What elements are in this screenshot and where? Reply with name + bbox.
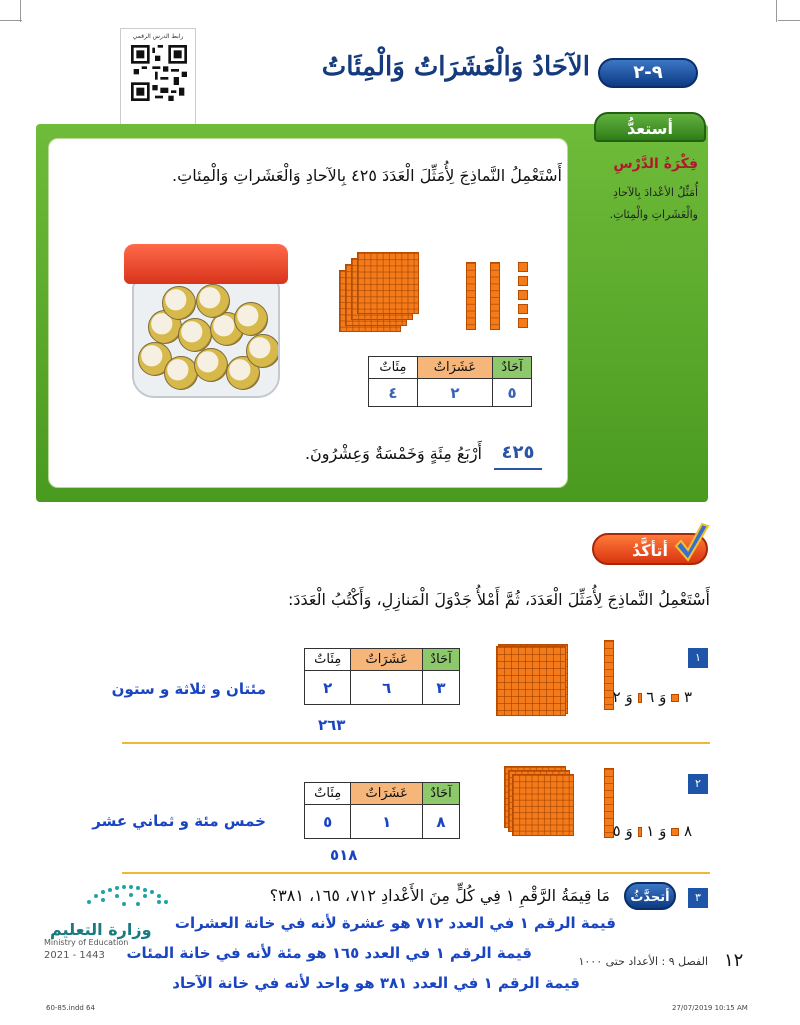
cell-tens[interactable]: ١	[351, 805, 423, 839]
page-number: ١٢	[724, 950, 744, 971]
talk-answer[interactable]: قيمة الرقم ١ في العدد ٧١٢ هو عشرة لأنه في خانة العشرات	[174, 914, 616, 932]
unit-square-icon	[671, 694, 679, 702]
jar-body	[132, 280, 280, 398]
expr-ones: ٣	[683, 688, 692, 706]
place-value-table	[368, 356, 532, 407]
crop-mark	[0, 20, 22, 21]
answer-number[interactable]: ٢٦٣	[318, 716, 346, 734]
ministry-name-ar: وزارة التعليم	[50, 920, 152, 939]
header-hundreds: مِئَاتٌ	[369, 357, 418, 379]
lesson-idea-title: فِكْرَةُ الدَّرْسِ	[613, 156, 698, 172]
talk-question: مَا قِيمَةُ الرَّقْمِ ١ فِي كُلٍّ مِنَ الأَعْدادِ ٧١٢، ١٦٥، ٣٨١؟	[269, 886, 610, 905]
cell-tens[interactable]: ٦	[351, 671, 423, 705]
answer-words[interactable]: مئتان و ثلاثة و ستون	[111, 680, 266, 698]
cell-ones: ٥	[493, 379, 532, 407]
header-ones: آحَادٌ	[423, 649, 460, 671]
answer-words[interactable]: خمس مئة و ثماني عشر	[92, 812, 266, 830]
explore-tab: أستعدُّ	[594, 112, 706, 142]
ministry-emblem-icon	[84, 882, 174, 912]
expr-tens: وَ ١	[646, 822, 667, 840]
expr-hundreds: وَ ٥	[612, 822, 633, 840]
crop-mark	[20, 0, 21, 22]
expr-hundreds: وَ ٢	[612, 688, 633, 706]
unit-square-icon	[671, 828, 679, 836]
expression	[572, 822, 692, 840]
print-slug-right: 27/07/2019 10:15 AM	[672, 1004, 748, 1012]
exercise-number: ٢	[688, 774, 708, 794]
number-words: أَرْبَعُ مِئَةٍ وَخَمْسَةٌ وَعِشْرُونَ.	[304, 444, 482, 463]
exercise-number: ٣	[688, 888, 708, 908]
header-ones: آحَادٌ	[423, 783, 460, 805]
lesson-number: ٩-٢	[598, 58, 698, 88]
rod-icon	[638, 693, 642, 703]
hundred-flat	[496, 646, 566, 716]
checkmark-icon	[672, 522, 712, 566]
lesson-title: الآحَادُ وَالْعَشَرَاتُ وَالْمِئَاتُ	[321, 52, 590, 82]
number-written: ٤٢٥	[494, 442, 542, 470]
expr-ones: ٨	[683, 822, 692, 840]
expr-tens: وَ ٦	[646, 688, 667, 706]
header-tens: عَشَرَاتٌ	[417, 357, 492, 379]
ministry-logo	[40, 882, 180, 962]
header-tens: عَشَرَاتٌ	[351, 649, 423, 671]
check-prompt: أَسْتَعْمِلُ النَّماذِجَ لِأُمَثِّلَ الْعَدَدَ، ثُمَّ أَمْلأُ جَدْوَلَ الْمَنازِلِ، وَأَكْتُبُ الْعَدَدَ:	[287, 590, 710, 609]
qr-code-icon[interactable]	[131, 45, 187, 101]
place-value-table	[304, 648, 460, 705]
header-tens: عَشَرَاتٌ	[351, 783, 423, 805]
divider	[122, 742, 710, 744]
ministry-name-en: Ministry of Education	[44, 938, 129, 947]
exercise-number: ١	[688, 648, 708, 668]
qr-label: رابط الدرس الرقمي	[132, 33, 184, 40]
explore-prompt: أَسْتَعْمِلُ النَّماذِجَ لِأُمَثِّلَ الْعَدَدَ ٤٢٥ بِالآحادِ وَالْعَشَراتِ وَالْمِئاتِ.	[172, 166, 562, 185]
crop-mark	[778, 20, 800, 21]
header-ones: آحَادٌ	[493, 357, 532, 379]
talk-badge: أتحدَّثُ	[624, 882, 676, 910]
header-hundreds: مِئَاتٌ	[305, 783, 351, 805]
print-slug-left: 60-85.indd 64	[46, 1004, 95, 1012]
cell-tens: ٢	[417, 379, 492, 407]
divider	[122, 872, 710, 874]
cell-hundreds[interactable]: ٢	[305, 671, 351, 705]
ministry-year: 2021 - 1443	[44, 950, 105, 961]
lesson-idea-text: أُمَثِّلُ الأعْدادَ بِالآحادِ والْعَشَراتِ والْمِئاتِ.	[609, 186, 698, 221]
talk-answer[interactable]: قيمة الرقم ١ في العدد ٣٨١ هو واحد لأنه في خانة الآحاد	[172, 974, 580, 992]
header-hundreds: مِئَاتٌ	[305, 649, 351, 671]
cell-ones[interactable]: ٨	[423, 805, 460, 839]
answer-number[interactable]: ٥١٨	[330, 846, 358, 864]
chapter-footer: الفصل ٩ : الأعداد حتى ١٠٠٠	[578, 955, 708, 968]
place-value-table	[304, 782, 460, 839]
cell-hundreds[interactable]: ٥	[305, 805, 351, 839]
hundred-flat	[512, 774, 574, 836]
talk-answer[interactable]: قيمة الرقم ١ في العدد ١٦٥ هو مئة لأنه في خانة المئات	[126, 944, 532, 962]
cell-ones[interactable]: ٣	[423, 671, 460, 705]
crop-mark	[776, 0, 777, 22]
expression	[572, 688, 692, 706]
lesson-idea	[572, 142, 702, 262]
rod-icon	[638, 827, 642, 837]
jar-lid	[124, 244, 288, 284]
cell-hundreds: ٤	[369, 379, 418, 407]
check-badge: أتأكَّدُ	[592, 533, 708, 565]
